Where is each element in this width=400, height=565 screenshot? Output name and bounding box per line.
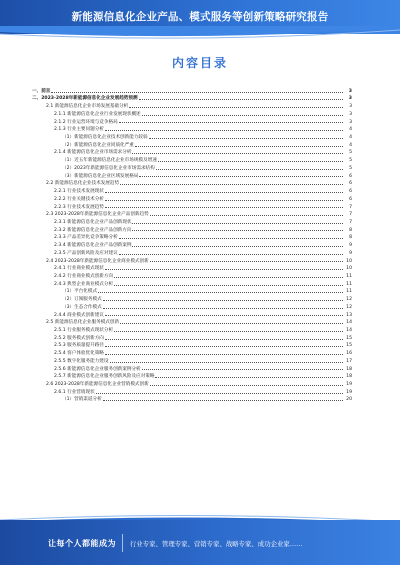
toc-entry[interactable] [32, 155, 352, 163]
toc-entry-label: 2.4.2 行业商业模式创新方向 [54, 273, 114, 279]
toc-leader-dots [98, 291, 343, 293]
toc-entry-page-number: 19 [346, 389, 352, 395]
toc-entry-label: 2.5 新能源信息化企业服务模式创新 [46, 320, 120, 326]
table-of-contents [32, 86, 352, 402]
toc-entry[interactable] [32, 225, 352, 233]
toc-entry-page-number: 3 [349, 111, 352, 117]
toc-entry[interactable] [32, 302, 352, 310]
toc-entry-label: （2）订阅服务模式 [62, 297, 102, 303]
toc-leader-dots [114, 284, 343, 286]
toc-leader-dots [158, 160, 343, 162]
toc-leader-dots [119, 237, 343, 239]
toc-entry-label: 2.5.1 行业服务模式现状分析 [54, 328, 114, 333]
toc-entry-label: （2）2023年新能源信息化企业市场需求结构 [62, 165, 155, 171]
toc-entry[interactable] [32, 210, 352, 218]
toc-entry-label: （3）新能源信息化企业区域发展格局 [62, 173, 139, 179]
toc-leader-dots [105, 129, 343, 131]
toc-leader-dots [132, 152, 343, 154]
toc-leader-dots [119, 253, 343, 255]
toc-entry[interactable] [32, 109, 352, 117]
toc-entry-label: （1）营销渠道分析 [62, 397, 102, 403]
toc-entry-label: （3）生态合作模式 [62, 304, 102, 310]
toc-entry-label: 2.3.3 产品差异化竞争策略分析 [54, 235, 118, 241]
toc-entry[interactable] [32, 163, 352, 171]
toc-entry-label: 2.5.5 数字化服务能力建设 [54, 358, 109, 364]
toc-entry[interactable] [32, 395, 352, 403]
toc-entry[interactable] [32, 217, 352, 225]
toc-entry-label: 2.6 2023-2028年新能源信息化企业营销模式创新 [46, 382, 149, 388]
toc-entry-page-number: 11 [346, 289, 352, 295]
toc-entry-page-number: 11 [346, 281, 352, 287]
toc-entry-label: 2.3.1 新能源信息化企业产品创新现状 [54, 219, 132, 225]
toc-leader-dots [114, 276, 343, 278]
toc-leader-dots [51, 91, 343, 93]
toc-entry[interactable] [32, 194, 352, 202]
toc-leader-dots [132, 229, 343, 231]
toc-entry[interactable] [32, 202, 352, 210]
toc-entry-label: （1）近五年新能源信息化企业市场规模及增速 [62, 158, 157, 164]
toc-entry-page-number: 6 [349, 189, 352, 195]
toc-entry-page-number: 10 [346, 258, 352, 264]
toc-entry[interactable] [32, 233, 352, 241]
toc-entry[interactable] [32, 86, 352, 94]
toc-entry-page-number: 6 [349, 181, 352, 187]
toc-leader-dots [105, 345, 343, 347]
header-swoosh-decoration [0, 26, 400, 40]
toc-entry-page-number: 6 [349, 196, 352, 202]
toc-leader-dots [105, 353, 343, 355]
toc-entry[interactable] [32, 333, 352, 341]
toc-entry-page-number: 14 [346, 320, 352, 326]
toc-entry[interactable] [32, 372, 352, 380]
toc-leader-dots [119, 121, 343, 123]
toc-entry-page-number: 7 [349, 219, 352, 225]
toc-entry-page-number: 18 [346, 366, 352, 372]
toc-entry[interactable] [32, 294, 352, 302]
toc-leader-dots [105, 314, 343, 316]
toc-entry-page-number: 9 [349, 243, 352, 249]
toc-entry-label: 一、前言 [32, 88, 51, 94]
toc-leader-dots [139, 98, 343, 100]
toc-leader-dots [114, 330, 343, 332]
toc-entry-label: 2.4.4 商业模式创新建议 [54, 312, 104, 318]
toc-entry-page-number: 10 [346, 266, 352, 272]
toc-entry-label: 2.4.3 典型企业商业模式分析 [54, 281, 114, 287]
toc-leader-dots [155, 376, 343, 378]
toc-leader-dots [132, 245, 343, 247]
toc-entry-page-number: 15 [346, 343, 352, 349]
toc-entry-label: 2.4.1 行业商业模式现状 [54, 266, 104, 272]
toc-entry-page-number: 4 [349, 142, 352, 148]
toc-entry-page-number: 5 [349, 158, 352, 164]
toc-entry[interactable] [32, 318, 352, 326]
toc-entry[interactable] [32, 264, 352, 272]
toc-leader-dots [150, 214, 343, 216]
toc-leader-dots [105, 191, 343, 193]
toc-leader-dots [120, 183, 343, 185]
toc-entry[interactable] [32, 140, 352, 148]
footer-roles: 行业专家、管理专家、营销专家、战略专家、成功企业家…… [130, 540, 303, 548]
toc-entry[interactable] [32, 341, 352, 349]
toc-entry-page-number: 19 [346, 382, 352, 388]
toc-leader-dots [129, 106, 343, 108]
toc-leader-dots [142, 368, 343, 370]
toc-entry[interactable] [32, 148, 352, 156]
toc-entry-page-number: 11 [346, 273, 352, 279]
toc-entry-page-number: 16 [346, 351, 352, 357]
toc-leader-dots [105, 338, 343, 340]
toc-entry[interactable] [32, 125, 352, 133]
toc-entry-label: 2.2.1 行业技术发展现状 [54, 189, 104, 195]
toc-entry-label: 2.3 2023-2028年新能源信息化企业产品创新趋势 [46, 212, 149, 218]
toc-entry-label: 2.5.7 新能源信息化企业服务创新风险及应对策略 [54, 374, 155, 380]
toc-entry-label: 2.4 2023-2028年新能源信息化企业商业模式创新 [46, 258, 149, 264]
toc-entry[interactable] [32, 364, 352, 372]
report-title: 新能源信息化企业产品、模式服务等创新策略研究报告 [71, 11, 329, 23]
toc-entry-label: 2.5.4 客户体验优化策略 [54, 351, 104, 357]
toc-entry-label: 2.3.2 新能源信息化企业产品创新方向 [54, 227, 132, 233]
toc-entry-label: 2.1.2 行业运营环境与竞争格局 [54, 119, 118, 125]
toc-entry-page-number: 17 [346, 358, 352, 364]
toc-entry[interactable] [32, 379, 352, 387]
toc-entry[interactable] [32, 348, 352, 356]
toc-entry-label: （2）新能源信息化企业同质化严重 [62, 142, 134, 148]
toc-leader-dots [135, 145, 343, 147]
toc-leader-dots [110, 361, 344, 363]
toc-entry-label: 2.1.4 新能源信息化企业市场需求分析 [54, 150, 132, 156]
toc-leader-dots [103, 307, 343, 309]
toc-entry-page-number: 9 [349, 250, 352, 256]
toc-leader-dots [103, 399, 343, 401]
toc-entry-page-number: 18 [346, 374, 352, 380]
toc-entry[interactable] [32, 356, 352, 364]
toc-leader-dots [139, 175, 343, 177]
toc-entry-label: 2.2.3 行业技术发展趋势 [54, 204, 104, 210]
toc-entry-label: 2.5.3 服务质量提升路径 [54, 343, 104, 349]
toc-entry-page-number: 8 [349, 227, 352, 233]
toc-entry-page-number: 5 [349, 165, 352, 171]
toc-entry[interactable] [32, 271, 352, 279]
toc-entry-label: 2.2 新能源信息化企业技术发展趋势 [46, 181, 120, 187]
toc-entry-label: 2.3.4 新能源信息化企业产品创新案例 [54, 243, 132, 249]
toc-leader-dots [150, 384, 343, 386]
toc-entry-label: 2.5.2 服务模式创新方向 [54, 335, 104, 341]
toc-entry-page-number: 20 [346, 397, 352, 403]
toc-entry-page-number: 14 [346, 328, 352, 333]
toc-entry[interactable] [32, 186, 352, 194]
toc-entry[interactable] [32, 171, 352, 179]
toc-entry[interactable] [32, 94, 352, 102]
toc-entry[interactable] [32, 240, 352, 248]
toc-entry[interactable] [32, 117, 352, 125]
toc-entry[interactable] [32, 101, 352, 109]
toc-entry[interactable] [32, 132, 352, 140]
toc-entry-label: 二、2023-2028年新能源信息化企业发展趋势预测 [32, 96, 138, 102]
toc-entry-page-number: 3 [349, 119, 352, 125]
toc-entry-page-number: 3 [349, 104, 352, 110]
toc-leader-dots [96, 392, 343, 394]
toc-entry-label: 2.6.1 行业营销现状 [54, 389, 95, 395]
toc-entry-page-number: 5 [349, 150, 352, 156]
toc-entry-page-number: 15 [346, 335, 352, 341]
toc-leader-dots [132, 222, 343, 224]
toc-entry[interactable] [32, 287, 352, 295]
toc-entry-page-number: 4 [349, 135, 352, 141]
toc-entry-label: （1）新能源信息化企业技术创新能力较弱 [62, 135, 148, 141]
toc-leader-dots [156, 168, 343, 170]
toc-entry-page-number: 3 [348, 96, 352, 102]
toc-entry-page-number: 6 [349, 173, 352, 179]
toc-leader-dots [142, 114, 343, 116]
toc-entry[interactable] [32, 325, 352, 333]
toc-entry-page-number: 7 [349, 204, 352, 210]
toc-entry[interactable] [32, 256, 352, 264]
toc-entry-label: 2.1.3 行业主要问题分析 [54, 127, 104, 133]
footer-slogan: 让每个人都能成为 [48, 539, 116, 548]
toc-leader-dots [105, 206, 343, 208]
toc-entry[interactable] [32, 179, 352, 187]
toc-heading: 内容目录 [171, 56, 228, 70]
toc-leader-dots [149, 137, 343, 139]
toc-entry-page-number: 3 [348, 88, 352, 94]
toc-entry[interactable] [32, 279, 352, 287]
toc-leader-dots [120, 322, 343, 324]
toc-entry[interactable] [32, 310, 352, 318]
toc-entry[interactable] [32, 248, 352, 256]
footer-divider [122, 534, 123, 552]
toc-entry-page-number: 4 [349, 127, 352, 133]
toc-entry-page-number: 13 [346, 312, 352, 318]
toc-leader-dots [103, 299, 343, 301]
toc-entry-label: 2.5.6 新能源信息化企业服务创新案例分析 [54, 366, 141, 372]
toc-entry-label: 2.1 新能源信息化企业市场发展基础分析 [46, 104, 129, 110]
toc-entry-page-number: 8 [349, 235, 352, 241]
toc-leader-dots [105, 199, 343, 201]
toc-entry-page-number: 7 [349, 212, 352, 218]
toc-entry-label: 2.2.2 行业关键技术分析 [54, 196, 104, 202]
toc-entry-label: （1）平台化模式 [62, 289, 98, 295]
toc-entry-page-number: 12 [346, 304, 352, 310]
toc-entry-label: 2.1.1 新能源信息化企业行业发展现状概述 [54, 111, 141, 117]
toc-entry-label: 2.3.5 产品创新风险及应对建议 [54, 250, 118, 256]
toc-entry-page-number: 12 [346, 297, 352, 303]
toc-leader-dots [150, 260, 343, 262]
toc-entry[interactable] [32, 387, 352, 395]
toc-leader-dots [105, 268, 343, 270]
